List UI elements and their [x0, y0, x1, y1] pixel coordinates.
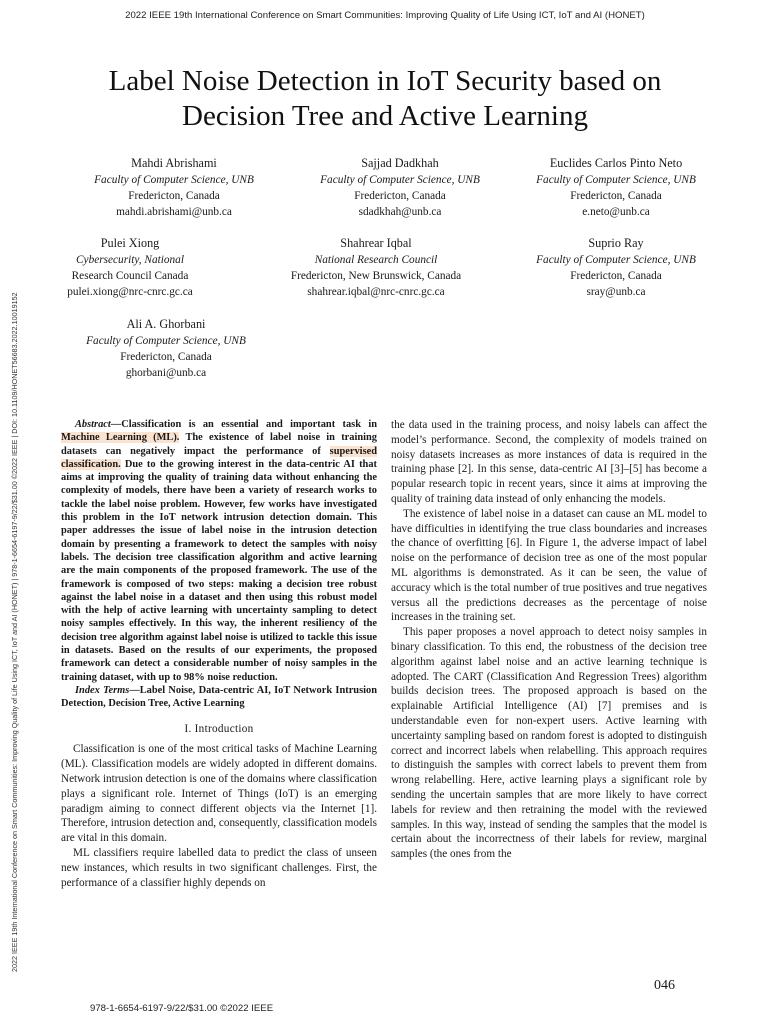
author-location: Fredericton, Canada	[354, 190, 446, 202]
abstract-text: The existence of label noise in training datasets can negatively impact the performance of	[61, 432, 377, 457]
author-name: Ali A. Ghorbani	[126, 317, 206, 331]
paragraph: This paper proposes a novel approach to detect noisy samples in binary classification. To this end, the robustness of the decision tree algorithm against label noise and an active learning technique is adopted. The CART (Classification And Regression Trees) algorithm builds decision trees. The proposed approach is based on the explainable Artificial Intelligence (AI) [7] premises and is understandable even for non-expert users. Active learning with uncertainty sampling based on random forest is adopted to distinguish correct and incorrect labels when relabelling. This approach requires to distinguish the samples with correct labels to prevent them from wrong relabelling. Here, active learning plays a significant role by sending the uncertain samples that are more likely to have correct labels for review and then retraining the model with the reviewed samples. In this way, instead of sending the samples that the model is certain about the incorrectness of their labels for review, marginal samples (the ones from the	[391, 626, 707, 861]
author-block	[282, 155, 518, 220]
author-email: mahdi.abrishami@unb.ca	[116, 206, 232, 218]
abstract-text: —Classification is an essential and important task in	[110, 419, 377, 430]
page-number: 046	[654, 978, 675, 993]
abstract-lead: Abstract	[75, 419, 111, 430]
author-email: ghorbani@unb.ca	[125, 367, 207, 379]
author-block	[500, 235, 732, 300]
author-email: sdadkhah@unb.ca	[358, 206, 442, 218]
abstract-text: Due to the growing interest in the data-centric AI that aims at improving the quality of training data without enhancing the complexity of models, there have been a variety of research works to tackle the label noise problem. However, few works have investigated this problem in the IoT network intrusion detection domain. This paper addresses the issue of label noise in the intrusion detection domain by presenting a framework to detect the samples with noisy labels. The decision tree classification algorithm and active learning are the main components of the proposed framework. The use of the framework is composed of two steps: making a decision tree robust against the label noise in a dataset and then using this robust model with the help of active learning with uncertainty sampling to detect noisy samples effectively. In this way, the inherent resiliency of the decision tree algorithm against label noise is utilized to tackle this issue in datasets. Based on the results of our experiments, the proposed framework can detect a considerable number of noisy samples in the training dataset, with up to 98% noise reduction.	[61, 458, 377, 683]
footer-copyright: 978-1-6654-6197-9/22/$31.00 ©2022 IEEE	[90, 1003, 274, 1014]
author-block	[52, 316, 280, 381]
author-location: Fredericton, Canada	[128, 190, 220, 202]
author-affiliation: Faculty of Computer Science, UNB	[536, 254, 696, 266]
highlight-supervised-classification: supervised classification.	[61, 445, 377, 470]
conference-header: 2022 IEEE 19th International Conference on Smart Communities: Improving Quality of Life Using ICT, IoT and AI (HONET)	[125, 10, 645, 21]
author-block	[500, 155, 732, 220]
author-block	[258, 235, 494, 300]
author-name: Sajjad Dadkhah	[361, 156, 439, 170]
author-affiliation: Faculty of Computer Science, UNB	[86, 335, 246, 347]
author-email: e.neto@unb.ca	[582, 206, 650, 218]
author-location: Fredericton, Canada	[570, 190, 662, 202]
paragraph: the data used in the training process, and noisy labels can affect the model’s performance. Second, the complexity of models trained on noisy datasets increases as more instances of data is required in the training phase [2]. In this sense, data-centric AI [3]–[5] has become a popular research topic in recent years, since it aims at improving the quality of training data instead of only enhancing the models.	[391, 419, 707, 505]
index-terms	[61, 684, 377, 711]
index-terms-lead: Index Terms	[75, 684, 130, 696]
author-name: Shahrear Iqbal	[340, 236, 412, 250]
author-block	[60, 235, 200, 300]
paragraph: The existence of label noise in a dataset can cause an ML model to have difficulties in identifying the true class boundaries and increases the chance of overfitting [6]. In Figure 1, the adverse impact of label noise on the performance of decision tree as one of the most popular ML algorithms is demonstrated. As it can be seen, the value of accuracy which is the total number of true positives and true negatives versus all the predictions decreases as the percentage of noise increases in the training set.	[391, 507, 707, 624]
author-name: Pulei Xiong	[100, 236, 160, 250]
author-block	[60, 155, 288, 220]
abstract	[61, 418, 377, 684]
paragraph: Classification is one of the most critical tasks of Machine Learning (ML). Classification models are widely adopted in different domains. Network intrusion detection is one of the domains where classification plays a significant role. Internet of Things (IoT) is an emerging paradigm aiming to connect different objects via the Internet [1]. Therefore, intrusion detection and, consequently, classification models are vital in this domain.	[61, 743, 377, 845]
left-column	[61, 418, 377, 890]
author-affiliation: Faculty of Computer Science, UNB	[320, 174, 480, 186]
side-margin-citation: 2022 IEEE 19th International Conference on Smart Communities: Improving Quality of Life Using ICT, IoT and AI (HONET) | 978-1-6654-6197-9/22/$31.00 ©2022 IEEE | DOI: 10.1109/HONET56683.2022.10019152	[10, 292, 19, 972]
author-affiliation: Cybersecurity, National	[76, 254, 184, 266]
section-heading: I. Introduction	[184, 722, 254, 735]
author-location: Fredericton, New Brunswick, Canada	[290, 270, 462, 282]
author-affiliation: National Research Council	[314, 254, 438, 266]
right-column	[391, 418, 707, 862]
author-email: pulei.xiong@nrc-cnrc.gc.ca	[67, 286, 193, 298]
author-affiliation: Faculty of Computer Science, UNB	[94, 174, 254, 186]
author-email: shahrear.iqbal@nrc-cnrc.gc.ca	[307, 286, 445, 298]
paragraph: ML classifiers require labelled data to predict the class of unseen new instances, which results in two significant challenges. First, the performance of a classifier highly depends on	[61, 846, 377, 889]
author-location: Research Council Canada	[71, 270, 189, 282]
author-name: Euclides Carlos Pinto Neto	[549, 156, 683, 170]
author-affiliation: Faculty of Computer Science, UNB	[536, 174, 696, 186]
paper-title: Label Noise Detection in IoT Security based on Decision Tree and Active Learning	[108, 65, 662, 132]
author-location: Fredericton, Canada	[570, 270, 662, 282]
author-name: Mahdi Abrishami	[131, 156, 217, 170]
author-email: sray@unb.ca	[586, 286, 646, 298]
index-terms-text: —Label Noise, Data-centric AI, IoT Network Intrusion Detection, Decision Tree, Active Learning	[61, 684, 377, 710]
highlight-machine-learning: Machine Learning (ML).	[61, 432, 180, 444]
author-name: Suprio Ray	[588, 236, 644, 250]
author-location: Fredericton, Canada	[120, 351, 212, 363]
